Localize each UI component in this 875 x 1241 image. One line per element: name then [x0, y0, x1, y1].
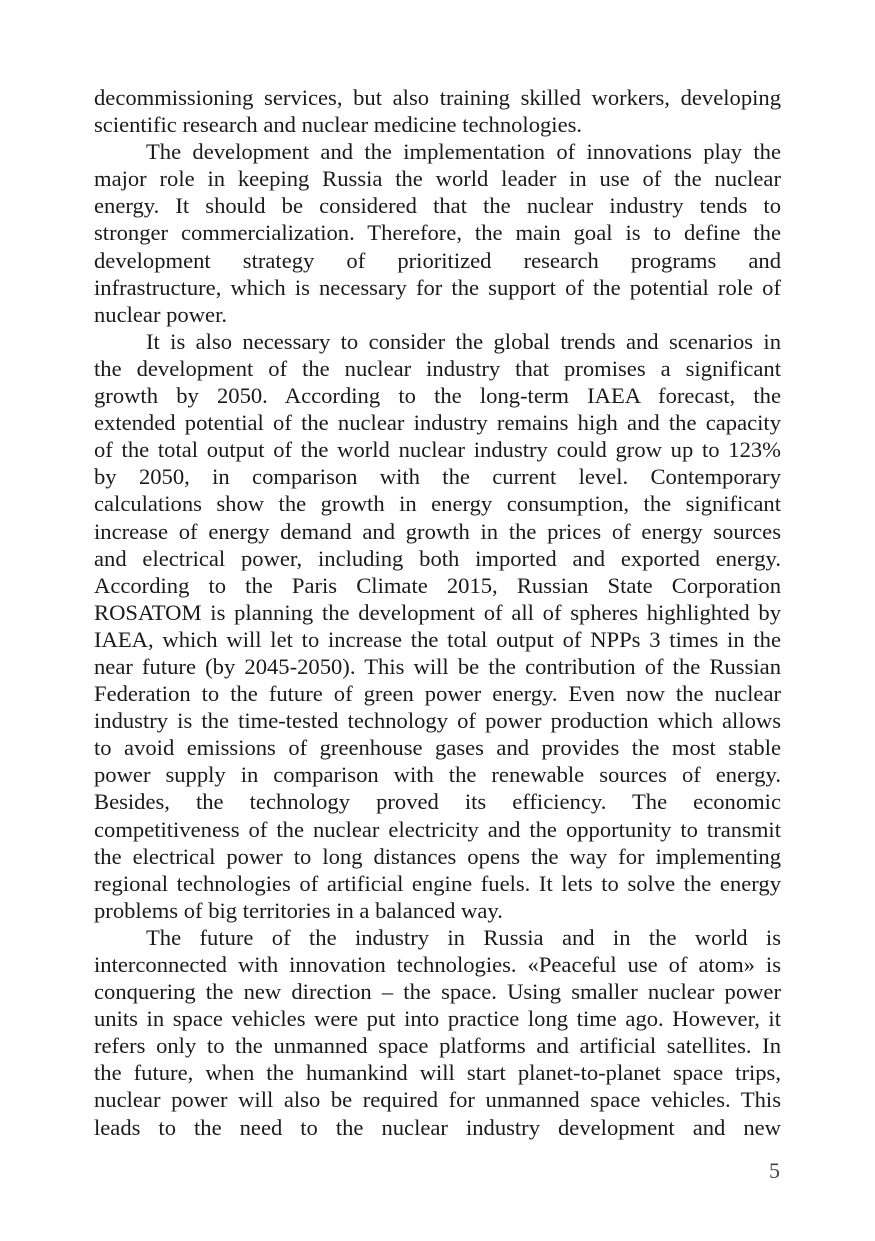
text-line: ROSATOM is planning the development of all of spheres highlighted by	[94, 599, 781, 625]
text-line: It is also necessary to consider the global trends and scenarios in	[146, 328, 781, 354]
text-line: extended potential of the nuclear industry remains high and the capacity	[94, 410, 781, 436]
text-line: the future, when the humankind will start planet-to-planet space trips,	[94, 1060, 781, 1086]
text-line: scientific research and nuclear medicine technologies.	[94, 112, 583, 138]
text-line: growth by 2050. According to the long-term IAEA forecast, the	[94, 383, 781, 409]
text-line: increase of energy demand and growth in the prices of energy sources	[94, 518, 781, 544]
text-line: energy. It should be considered that the nuclear industry tends to	[94, 193, 781, 219]
text-line: to avoid emissions of greenhouse gases and provides the most stable	[94, 735, 781, 761]
paragraph	[94, 924, 781, 1141]
text-line: and electrical power, including both imported and exported energy.	[94, 545, 781, 571]
text-line: industry is the time-tested technology of power production which allows	[94, 708, 781, 734]
text-line: The future of the industry in Russia and in the world is	[146, 924, 781, 950]
paragraph	[94, 328, 781, 924]
text-line: power supply in comparison with the renewable sources of energy.	[94, 762, 781, 788]
text-line: of the total output of the world nuclear industry could grow up to 123%	[94, 437, 781, 463]
text-line: problems of big territories in a balanced way.	[94, 897, 503, 923]
text-line: IAEA, which will let to increase the total output of NPPs 3 times in the	[94, 626, 781, 652]
text-line: stronger commercialization. Therefore, the main goal is to define the	[94, 220, 781, 246]
text-line: infrastructure, which is necessary for the support of the potential role of	[94, 274, 781, 300]
paragraph	[94, 84, 781, 138]
text-line: Besides, the technology proved its efficiency. The economic	[94, 789, 781, 815]
text-line: by 2050, in comparison with the current level. Contemporary	[94, 464, 781, 490]
text-line: leads to the need to the nuclear industry development and new	[94, 1114, 781, 1140]
text-line: calculations show the growth in energy consumption, the significant	[94, 491, 781, 517]
text-line: Federation to the future of green power energy. Even now the nuclear	[94, 681, 781, 707]
text-line: development strategy of prioritized research programs and	[94, 247, 781, 273]
text-line: nuclear power.	[94, 301, 227, 327]
text-line: interconnected with innovation technologies. «Peaceful use of atom» is	[94, 952, 781, 977]
text-line: regional technologies of artificial engine fuels. It lets to solve the energy	[94, 870, 781, 896]
text-line: the electrical power to long distances opens the way for implementing	[94, 843, 781, 869]
text-line: decommissioning services, but also training skilled workers, developing	[94, 85, 781, 110]
text-line: near future (by 2045-2050). This will be the contribution of the Russian	[94, 653, 781, 679]
text-line: refers only to the unmanned space platforms and artificial satellites. In	[94, 1033, 781, 1059]
text-line: the development of the nuclear industry that promises a significant	[94, 355, 781, 381]
text-line: conquering the new direction – the space. Using smaller nuclear power	[94, 979, 781, 1005]
text-line: The development and the implementation of innovations play the	[146, 139, 781, 165]
text-line: competitiveness of the nuclear electricity and the opportunity to transmit	[94, 816, 781, 842]
text-line: units in space vehicles were put into practice long time ago. However, it	[94, 1006, 781, 1032]
paragraph	[94, 138, 781, 328]
body-text	[94, 84, 781, 1141]
text-line: nuclear power will also be required for unmanned space vehicles. This	[94, 1087, 781, 1113]
text-line: According to the Paris Climate 2015, Russian State Corporation	[94, 572, 781, 598]
page-number: 5	[769, 1158, 780, 1183]
text-line: major role in keeping Russia the world leader in use of the nuclear	[94, 166, 781, 192]
